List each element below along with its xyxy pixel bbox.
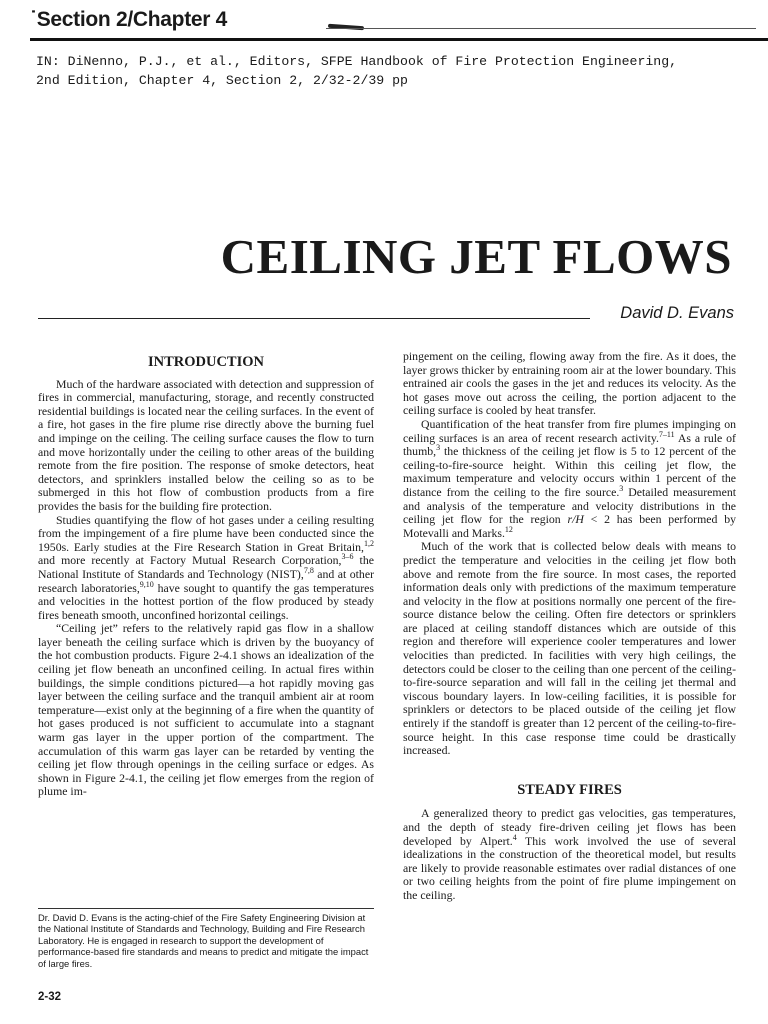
intro-paragraph-1: Much of the hardware associated with detection and suppression of fires in commercial, manufacturing, storage, and recently constructed residential buildings is located near the ceiling surfaces. In the event of a fire, hot gases in the fire plume rise directly above the burning fuel and impinge on the ceiling. The ceiling surface causes the flow to turn and move horizontally under the ceiling to other areas of the building remote from the fire position. The response of smoke detectors, heat detectors, and sprinklers installed below the ceiling so as to be submerged in this hot flow of combustion products from a fire provides the basis for the building fire protection.	[38, 376, 374, 513]
chapter-title: CEILING JET FLOWS	[220, 229, 732, 284]
citation-line-1: IN: DiNenno, P.J., et al., Editors, SFPE Handbook of Fire Protection Engineering,	[36, 54, 678, 69]
text-run: This work involved the use of several idealizations in the construction of the theoretical model, but results are likely to provide reasonable estimates over radial distances of one or two ceiling heights from the point of fire plume impingement on the ceiling.	[403, 833, 736, 902]
author-footnote: Dr. David D. Evans is the acting-chief of the Fire Safety Engineering Division at the National Institute of Standards and Technology, Building and Fire Research Laboratory. He is engaged in research to support the development of performance-based fire standards and means to predict and mitigate the impact of large fires.	[38, 912, 369, 969]
text-run: the thickness of the ceiling jet flow is 5 to 12 percent of the ceiling-to-fire-source height. Within this ceiling jet flow, the maximum temperature and velocity occurs within 1 percent of the distance from the ceiling to the fire source.	[403, 444, 736, 499]
right-paragraph-1: pingement on the ceiling, flowing away from the fire. As it does, the layer grows thicker by entraining room air at the lower boundary. This entrained air cools the gases in the jet and reduces its velocity. As the hot gases move out across the ceiling, the portion adjacent to the ceiling surface is cooled by heat transfer.	[403, 349, 736, 418]
intro-paragraph-3: “Ceiling jet” refers to the relatively rapid gas flow in a shallow layer beneath the ceiling surface which is driven by the buoyancy of the hot combustion products. Figure 2-4.1 shows an idealization of the ceiling jet flow beneath an unconfined ceiling. In actual fires within buildings, the simple conditions pictured—a hot rapidly moving gas layer between the ceiling surface and the tranquil ambient air at room temperature—exist only at the beginning of a fire when the quantity of hot gases produced is not sufficient to accumulate into a stagnant warm gas layer in the upper portion of the compartment. The accumulation of this warm gas layer can be retarded by venting the ceiling jet flow through openings in the ceiling surface or edges. As shown in Figure 2-4.1, the ceiling jet flow emerges from the region of plume im-	[38, 621, 374, 799]
text-run: have sought to quantify the gas temperatures and velocities in the hottest portion of the flow produced by steady fires beneath smooth, unconfined horizontal ceilings.	[38, 580, 374, 622]
introduction-heading: INTRODUCTION	[147, 354, 264, 370]
footnote-rule	[38, 908, 374, 909]
text-run: Studies quantifying the flow of hot gases under a ceiling resulting from the impingement of a fire plume have been conducted since the 1950s. Early studies at the Fire Research Station in Great Britain,	[38, 512, 374, 554]
author-name: David D. Evans	[620, 304, 734, 322]
citation-block	[36, 52, 736, 90]
steady-fires-paragraph	[403, 807, 736, 902]
reference-superscript: 12	[504, 524, 513, 534]
right-column	[403, 350, 736, 903]
text-run: Detailed measurement and analysis of the temperature and velocity distributions in the ceiling jet flow for the region	[403, 484, 737, 527]
text-run: A generalized theory to predict gas velocities, gas temperatures, and the depth of steady fire-driven ceiling jet flows has been developed by Alpert.	[403, 806, 736, 848]
text-run: and more recently at Factory Mutual Research Corporation,	[38, 553, 342, 568]
reference-superscript: 9,10	[139, 579, 154, 589]
reference-superscript: 3	[436, 443, 441, 453]
text-run: As a rule of thumb,	[403, 430, 736, 459]
text-run: the National Institute of Standards and Technology (NIST),	[38, 553, 374, 581]
reference-superscript: 1,2	[364, 538, 374, 548]
steady-fires-heading: STEADY FIRES	[517, 781, 622, 798]
math-variable: r/H	[567, 512, 584, 527]
page-number: 2-32	[38, 991, 62, 1003]
reference-superscript: 3–6	[341, 552, 354, 562]
pen-mark-decoration	[328, 24, 364, 31]
intro-paragraph-2	[38, 514, 374, 623]
header-rule-thin	[326, 28, 756, 29]
left-column	[38, 356, 374, 799]
reference-superscript: 7–11	[658, 429, 675, 439]
reference-superscript: 7,8	[303, 565, 314, 575]
section-chapter-label: ˙Section 2/Chapter 4	[30, 8, 228, 31]
citation-line-2: 2nd Edition, Chapter 4, Section 2, 2/32-2/39 pp	[36, 73, 408, 88]
text-run: Quantification of the heat transfer from fire plumes impinging on ceiling surfaces is an area of recent research activity.	[403, 416, 736, 445]
reference-superscript: 3	[619, 484, 624, 494]
author-rule	[38, 318, 590, 319]
right-paragraph-2	[403, 418, 736, 540]
text-run: and at other research laboratories,	[38, 566, 374, 595]
reference-superscript: 4	[512, 832, 517, 842]
right-paragraph-3: Much of the work that is collected below deals with means to predict the temperature and velocities in the ceiling jet flow both above and remote from the fire source. In most cases, the reported information deals only with predictions of the maximum temperature and velocity in the flow at positions normally one percent of the fire-source distance below the ceiling. Often fire detectors or sprinklers are placed at ceiling standoff distances which are outside of this region and therefore will experience cooler temperatures and lower velocities than predicted. In facilities with very high ceilings, the detectors could be closer to the ceiling than one percent of the ceiling-to-fire-source separation and will fall in the ceiling jet thermal and viscous boundary layers. In low-ceiling facilities, it is possible for sprinklers or detectors to be placed outside of the ceiling jet flow entirely if the standoff is greater than 12 percent of the ceiling-to-fire-source height. In this case response time could be drastically increased.	[403, 539, 736, 758]
header-rule-thick	[30, 38, 768, 41]
text-run: < 2 has been performed by Motevalli and Marks.	[403, 512, 736, 540]
